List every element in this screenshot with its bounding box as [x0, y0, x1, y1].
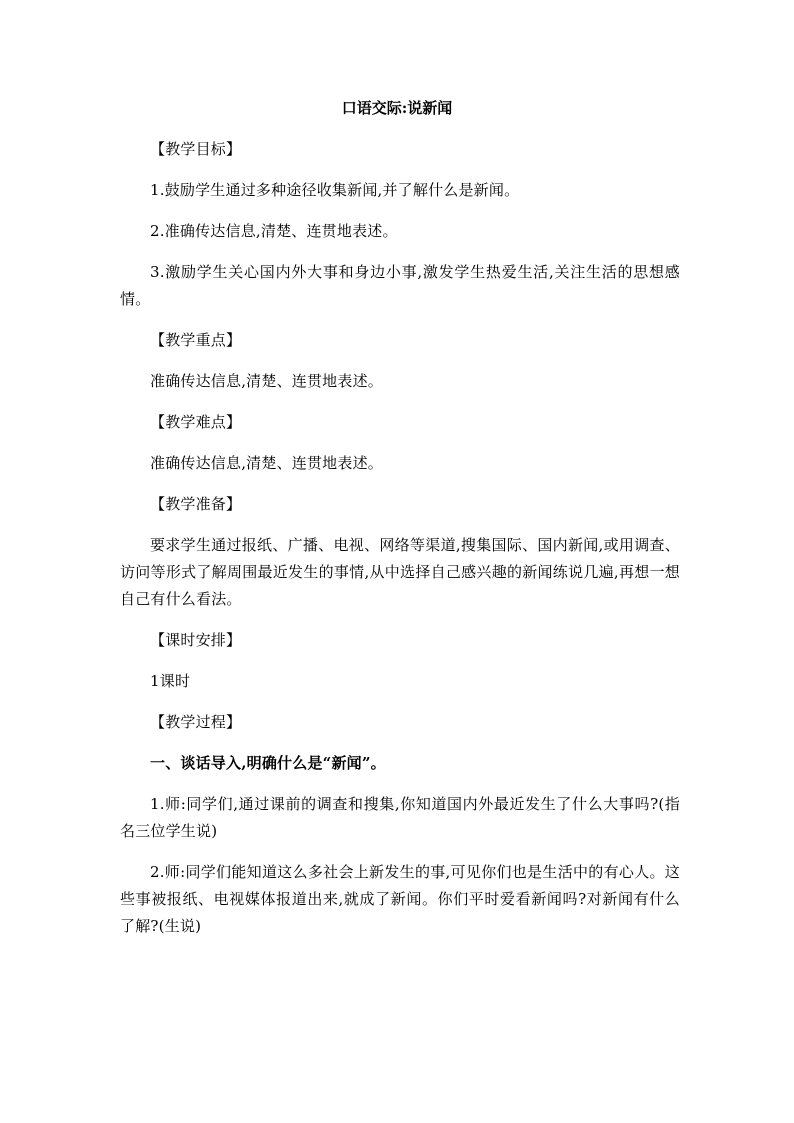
preparation-text: 要求学生通过报纸、广播、电视、网络等渠道,搜集国际、国内新闻,或用调查、访问等形式了解周围最近发生的事情,从中选择自己感兴趣的新闻练说几遍,再想一想自己有什么看法。 — [120, 536, 680, 608]
process-step: 2.师:同学们能知道这么多社会上新发生的事,可见你们也是生活中的有心人。这些事被报纸、电视媒体报道出来,就成了新闻。你们平时爱看新闻吗?对新闻有什么了解?(生说) — [120, 863, 680, 935]
document-body — [120, 136, 680, 954]
heading-preparation: 【教学准备】 — [150, 495, 242, 513]
objective-item: 3.激励学生关心国内外大事和身边小事,激发学生热爱生活,关注生活的思想感情。 — [120, 263, 680, 308]
heading-objectives: 【教学目标】 — [150, 140, 242, 158]
difficulties-text: 准确传达信息,清楚、连贯地表述。 — [150, 454, 383, 472]
document-title: 口语交际:说新闻 — [341, 99, 453, 117]
process-section-title: 一、谈话导入,明确什么是“新闻”。 — [150, 754, 386, 772]
objective-item: 2.准确传达信息,清楚、连贯地表述。 — [150, 222, 398, 240]
objective-item: 1.鼓励学生通过多种途径收集新闻,并了解什么是新闻。 — [150, 181, 520, 199]
heading-schedule: 【课时安排】 — [150, 631, 242, 649]
key-points-text: 准确传达信息,清楚、连贯地表述。 — [150, 372, 383, 390]
heading-process: 【教学过程】 — [150, 713, 242, 731]
process-step: 1.师:同学们,通过课前的调查和搜集,你知道国内外最近发生了什么大事吗?(指名三位学生说) — [120, 795, 680, 840]
schedule-text: 1课时 — [150, 672, 191, 690]
heading-difficulties: 【教学难点】 — [150, 413, 242, 431]
heading-key-points: 【教学重点】 — [150, 331, 242, 349]
